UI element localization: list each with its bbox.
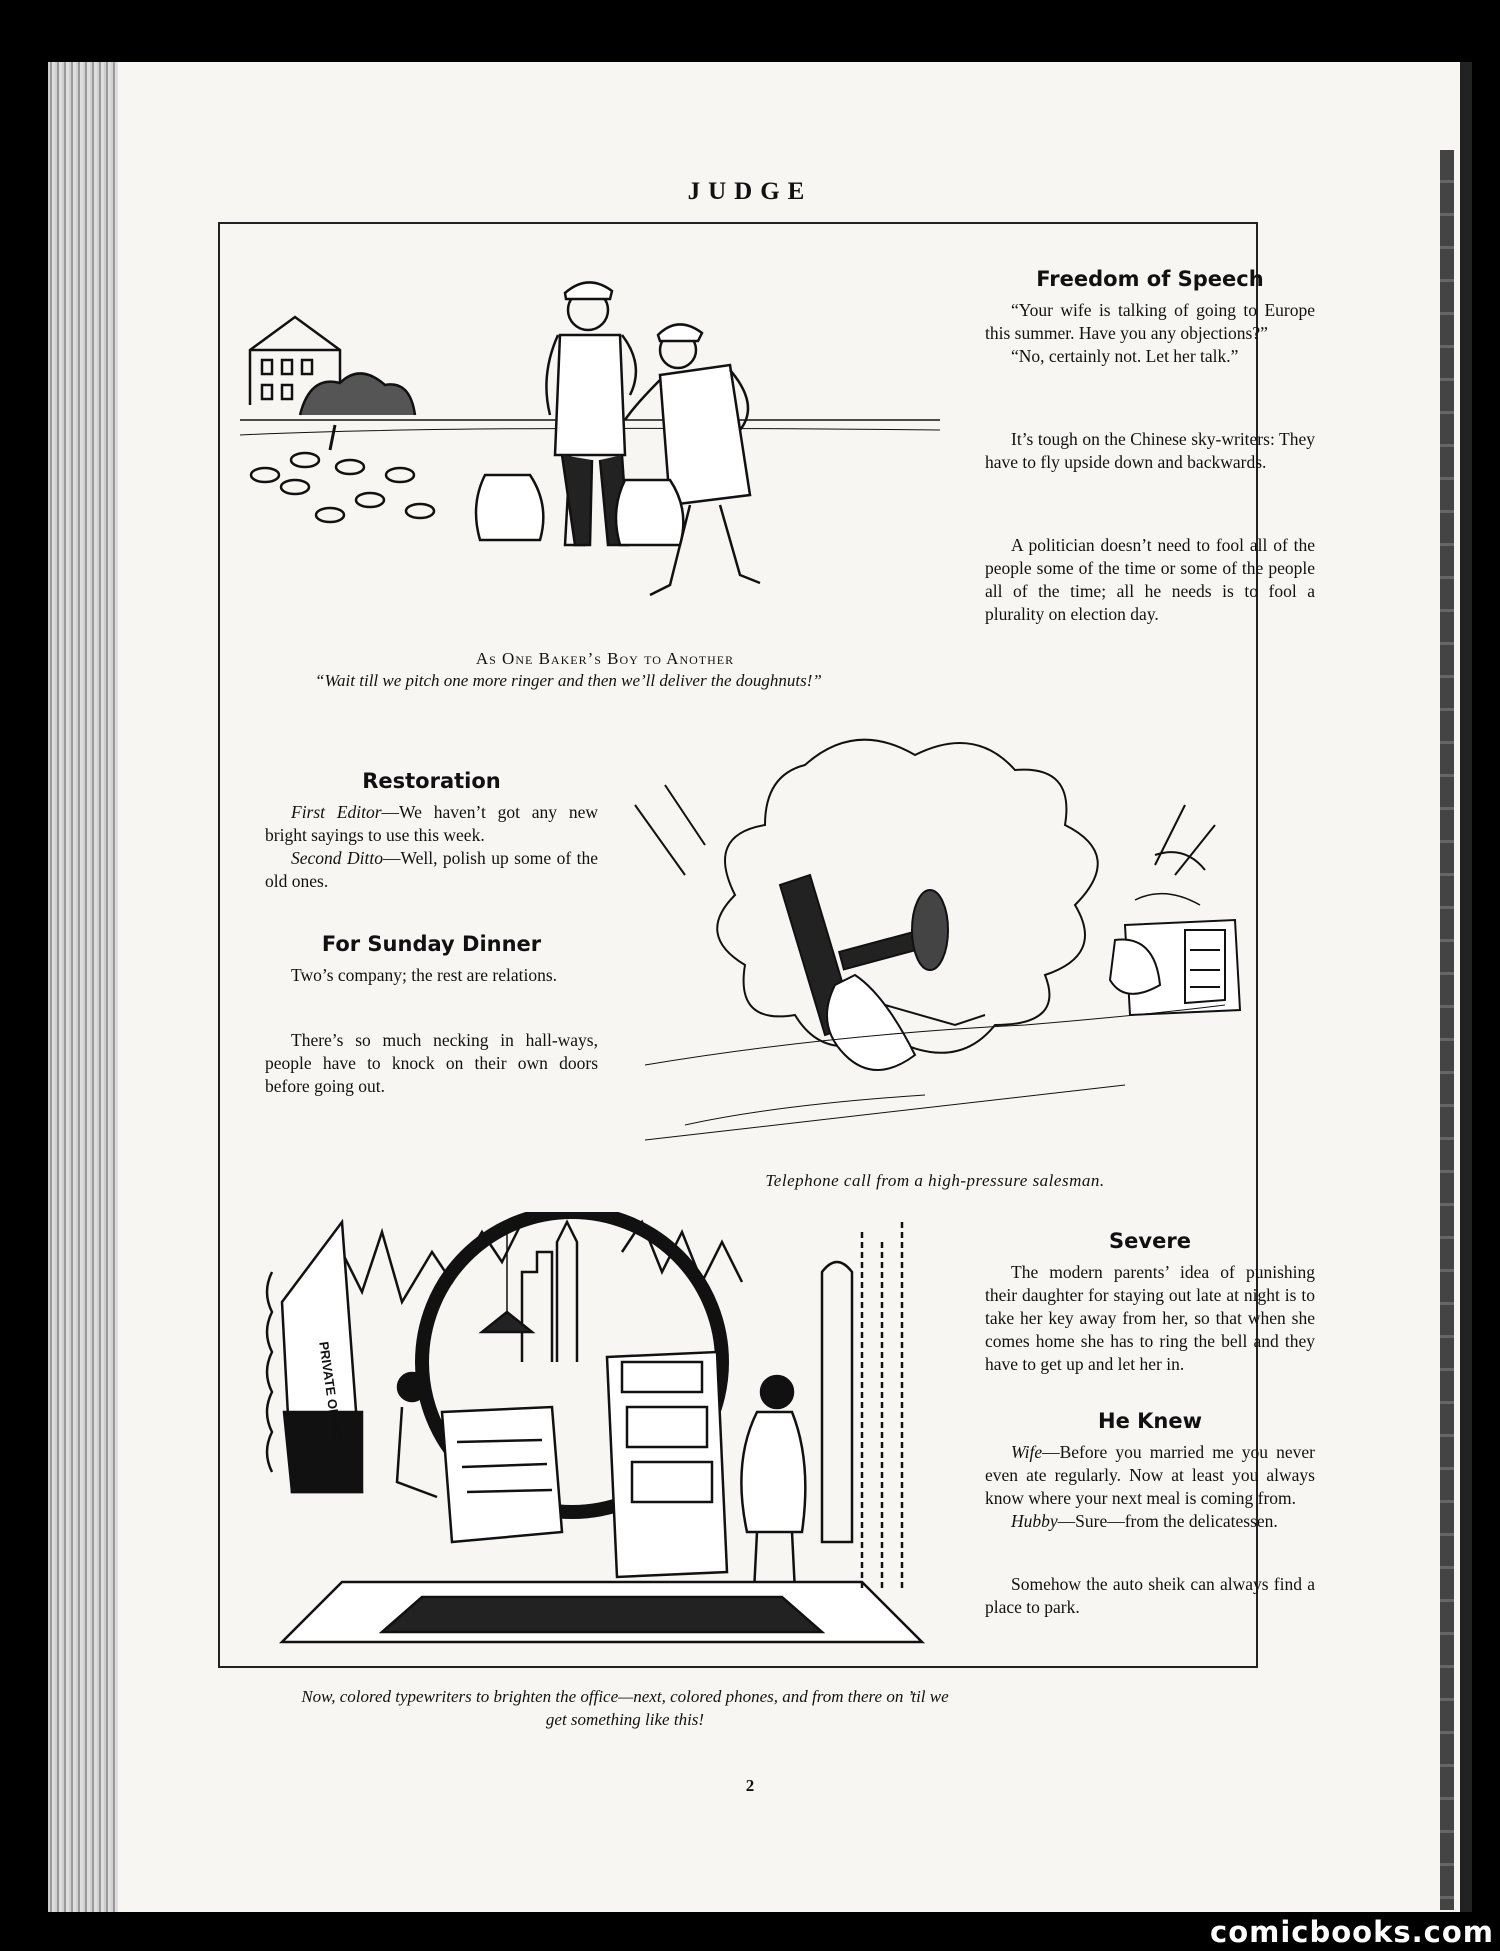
telephone-cartoon (625, 725, 1255, 1155)
sunday-dinner-joke: Two’s company; the rest are relations. (291, 965, 558, 985)
auto-sheik-joke: Somehow the auto sheik can always find a place to park. (985, 1574, 1315, 1617)
he-knew-speaker1: Wife (1011, 1442, 1043, 1462)
freedom-line1: “Your wife is talking of going to Europe this summer. Have you any objections?” (985, 300, 1315, 343)
page-number: 2 (745, 1776, 755, 1795)
freedom-line2: “No, certainly not. Let her talk.” (1011, 346, 1239, 366)
restoration-title: Restoration (362, 769, 501, 793)
restoration-line2: Second Ditto—Well, polish up some of the old ones. (265, 848, 598, 891)
page-shadow (1460, 62, 1472, 1912)
he-knew-title: He Knew (1098, 1409, 1202, 1433)
he-knew-line1: Wife—Before you married me you never even ate regularly. Now at least you always know where your next meal is coming from. (985, 1442, 1315, 1508)
private-office-sign: PRIVATE OFFICE (316, 1340, 346, 1448)
site-watermark[interactable]: comicbooks.com (1210, 1915, 1494, 1949)
telephone-cartoon-caption: Telephone call from a high-pressure salesman. (765, 1171, 1105, 1190)
freedom-of-speech-title: Freedom of Speech (1036, 267, 1264, 291)
baker-cartoon (240, 255, 940, 665)
baker-caption-title: As One Baker’s Boy to Another (475, 649, 735, 668)
politician-joke: A politician doesn’t need to fool all of the people some of the time or some of the people all of the time; all he needs is to fool a plurality on election day. (985, 535, 1315, 624)
left-column-middle (265, 770, 598, 1098)
he-knew-speaker2: Hubby (1011, 1511, 1058, 1531)
necking-joke: There’s so much necking in hall-ways, people have to knock on their own doors before going out. (265, 1030, 598, 1096)
chinese-skywriters-joke: It’s tough on the Chinese sky-writers: They have to fly upside down and backwards. (985, 429, 1315, 472)
restoration-speaker1: First Editor (291, 802, 382, 822)
baker-cartoon-caption (275, 648, 935, 692)
right-column-bottom (985, 1230, 1315, 1619)
right-column-top (985, 268, 1315, 626)
office-cartoon (262, 1212, 962, 1652)
severe-title: Severe (1109, 1229, 1191, 1253)
restoration-line1: First Editor—We haven’t got any new bright sayings to use this week. (265, 802, 598, 845)
restoration-speaker2: Second Ditto (291, 848, 383, 868)
office-cartoon-caption: Now, colored typewriters to brighten the office—next, colored phones, and from there on ’til we get something like this! (301, 1687, 949, 1729)
binding-gutter (1440, 150, 1454, 1910)
masthead: JUDGE (687, 178, 813, 205)
he-knew-line2: Hubby—Sure—from the delicatessen. (1011, 1511, 1278, 1531)
baker-caption-text: “Wait till we pitch one more ringer and then we’ll deliver the doughnuts!” (315, 671, 822, 690)
severe-joke: The modern parents’ idea of punishing their daughter for staying out late at night is to take her key away from her, so that when she comes home she has to ring the bell and they have to get up and let her in. (985, 1262, 1315, 1374)
page-stack-edge (48, 62, 118, 1912)
sunday-dinner-title: For Sunday Dinner (321, 932, 542, 956)
